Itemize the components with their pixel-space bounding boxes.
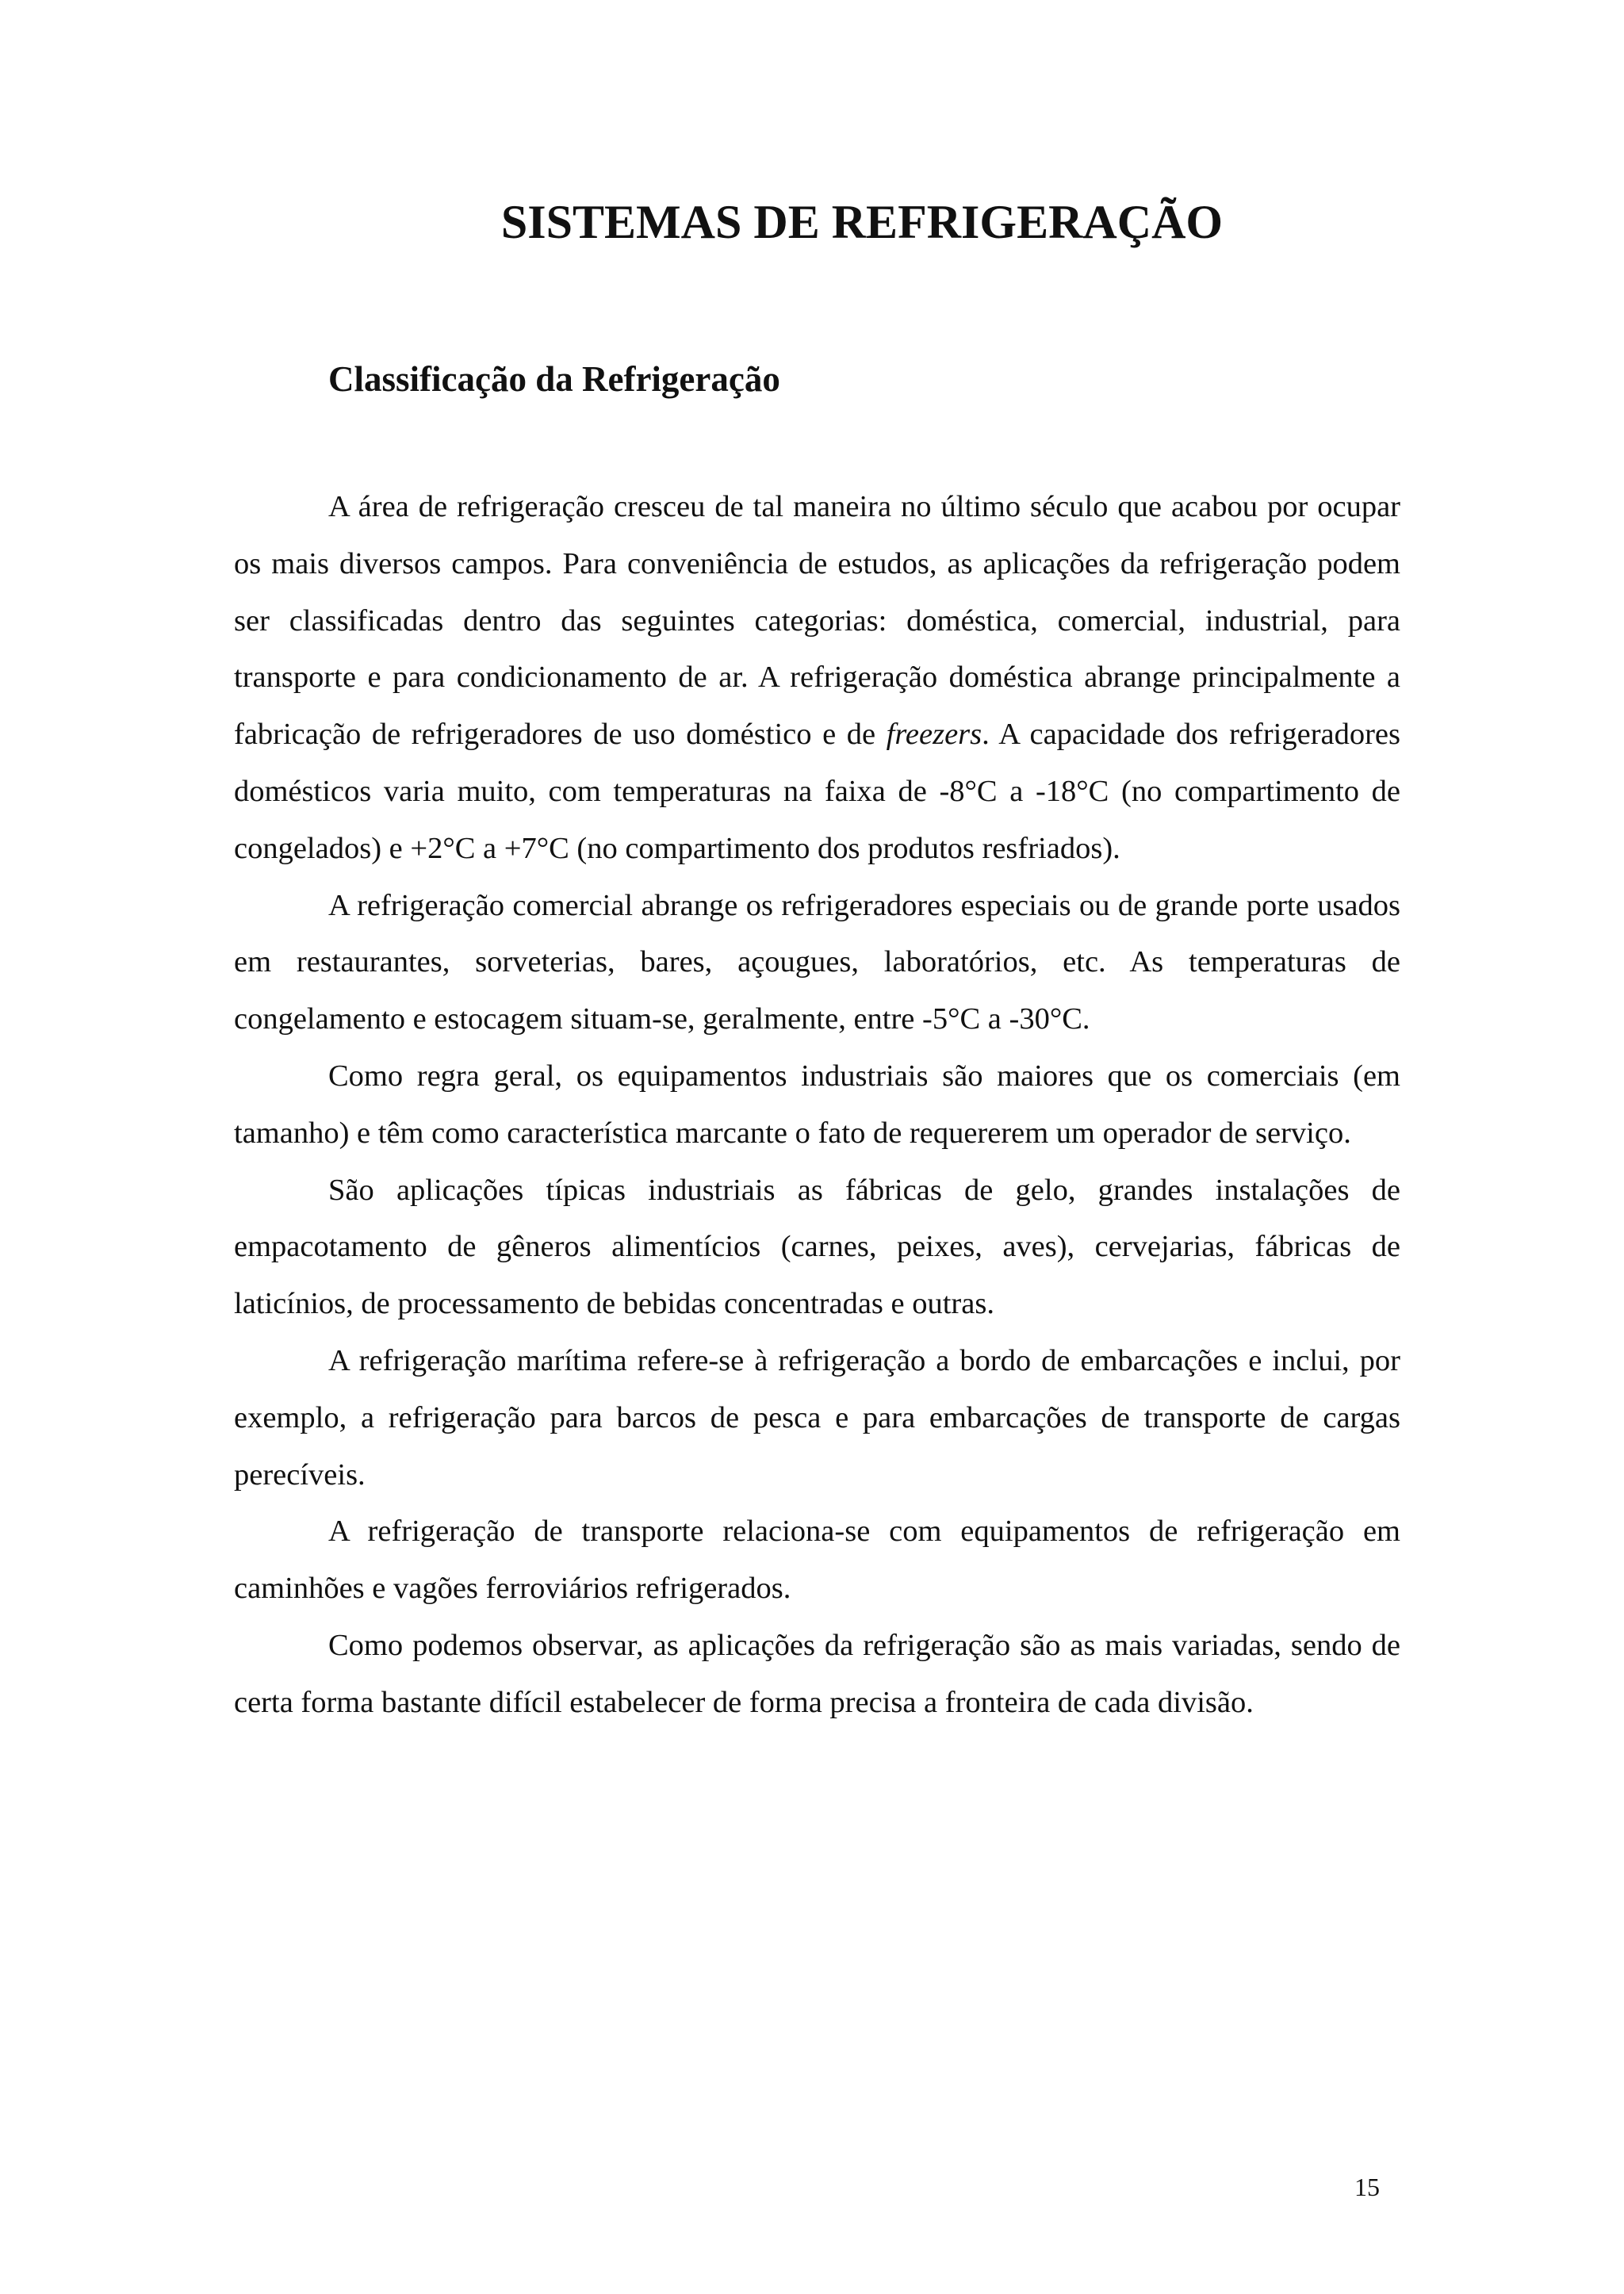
paragraph-transport-refrigeration: A refrigeração de transporte relaciona-se com equipamentos de refrigeração em caminhões e vagões ferroviários refrigerados. xyxy=(234,1515,1400,1606)
paragraph-domestic-refrigeration xyxy=(234,479,1400,878)
paragraph-text: A área de refrigeração cresceu de tal maneira no último século que acabou por ocupar os mais diversos campos. Para conveniência de estudos, as aplicações da refrigeração podem ser classificadas dentro das seguintes categorias: doméstica, comercial, industrial, para transporte e para condicionamento de ar. A refrigeração doméstica abrange principalmente a fabricação de refrigeradores de uso doméstico e de xyxy=(234,490,1400,752)
paragraph-maritime-refrigeration: A refrigeração marítima refere-se à refrigeração a bordo de embarcações e inclui, por exemplo, a refrigeração para barcos de pesca e para embarcações de transporte de cargas perecíveis. xyxy=(234,1343,1400,1492)
paragraph-commercial-refrigeration: A refrigeração comercial abrange os refrigeradores especiais ou de grande porte usados em restaurantes, sorveterias, bares, açougues, laboratórios, etc. As temperaturas de congelamento e estocagem situam-se, geralmente, entre -5°C a -30°C. xyxy=(234,888,1400,1036)
body-text xyxy=(234,479,1400,1732)
italic-term: freezers xyxy=(886,718,982,752)
paragraph-text: . A capacidade dos refrigeradores domésticos varia muito, com temperaturas na faixa de -8°C a -18°C (no compartimento de congelados) e +2°C a +7°C (no compartimento dos produtos resfriados). xyxy=(234,718,1400,865)
paragraph-industrial-equipment: Como regra geral, os equipamentos industriais são maiores que os comerciais (em tamanho) e têm como característica marcante o fato de requererem um operador de serviço. xyxy=(234,1059,1400,1150)
page-number: 15 xyxy=(1354,2173,1380,2201)
section-heading: Classificação da Refrigeração xyxy=(328,359,780,399)
page-title: SISTEMAS DE REFRIGERAÇÃO xyxy=(500,196,1224,248)
paragraph-conclusion: Como podemos observar, as aplicações da refrigeração são as mais variadas, sendo de certa forma bastante difícil estabelecer de forma precisa a fronteira de cada divisão. xyxy=(234,1628,1400,1719)
paragraph-industrial-applications: São aplicações típicas industriais as fábricas de gelo, grandes instalações de empacotamento de gêneros alimentícios (carnes, peixes, aves), cervejarias, fábricas de laticínios, de processamento de bebidas concentradas e outras. xyxy=(234,1173,1400,1321)
